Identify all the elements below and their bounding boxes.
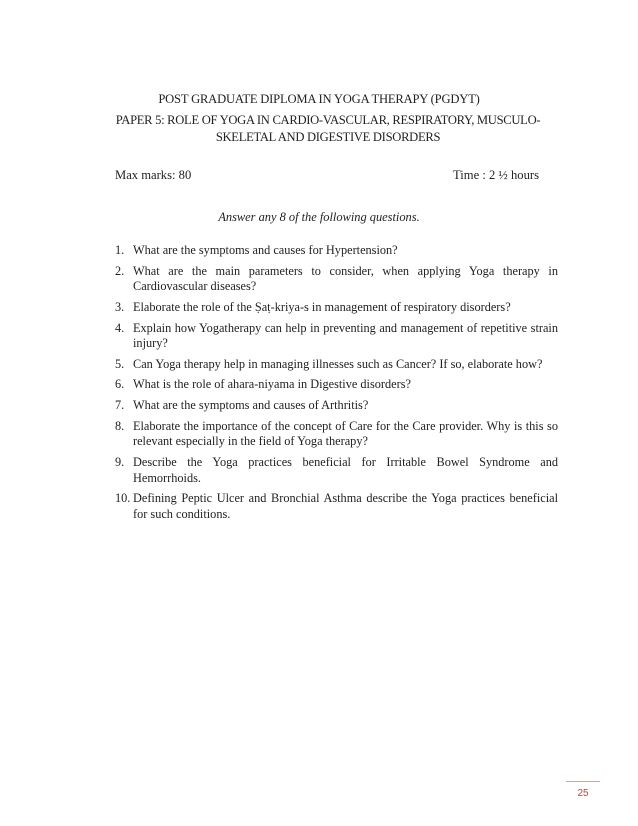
question-number: 4.	[115, 320, 125, 335]
question-number: 10.	[115, 491, 131, 506]
question-item	[115, 491, 558, 522]
question-number: 5.	[115, 356, 125, 371]
question-item	[115, 357, 558, 373]
question-text: What is the role of ahara-niyama in Digestive disorders?	[133, 377, 411, 392]
question-number: 2.	[115, 263, 125, 278]
max-marks: Max marks: 80	[115, 168, 192, 182]
question-text: Elaborate the importance of the concept of Care for the Care provider. Why is this so relevant especially in the field of Yoga therapy?	[133, 418, 558, 449]
question-item	[115, 455, 558, 486]
question-number: 9.	[115, 455, 125, 469]
question-text: What are the symptoms and causes for Hypertension?	[133, 243, 398, 257]
question-text: Describe the Yoga practices beneficial for Irritable Bowel Syndrome and Hemorrhoids.	[133, 455, 558, 485]
question-number: 7.	[115, 398, 125, 413]
question-item	[115, 264, 558, 295]
question-number: 6.	[115, 377, 125, 392]
question-number: 3.	[115, 299, 125, 314]
question-item	[115, 398, 558, 414]
footer-divider	[566, 781, 600, 782]
question-item	[115, 300, 558, 316]
paper-title: PAPER 5: ROLE OF YOGA IN CARDIO-VASCULAR, RESPIRATORY, MUSCULO-SKELETAL AND DIGESTIVE DISORDERS	[115, 113, 541, 144]
question-text: Can Yoga therapy help in managing illnesses such as Cancer? If so, elaborate how?	[133, 356, 543, 371]
question-item	[115, 243, 558, 259]
question-text: Explain how Yogatherapy can help in preventing and management of repetitive strain injury?	[133, 320, 558, 351]
question-item	[115, 419, 558, 450]
question-item	[115, 321, 558, 352]
exam-duration: Time : 2 ½ hours	[453, 168, 539, 182]
question-text: What are the main parameters to consider, when applying Yoga therapy in Cardiovascular diseases?	[133, 263, 558, 294]
document-title: POST GRADUATE DIPLOMA IN YOGA THERAPY (PGDYT)	[158, 92, 480, 106]
page-number: 25	[577, 788, 589, 799]
question-item	[115, 377, 558, 393]
question-text: Defining Peptic Ulcer and Bronchial Asthma describe the Yoga practices beneficial for such conditions.	[133, 491, 558, 521]
question-list	[115, 243, 558, 527]
question-text: Elaborate the role of the Ṣaṭ-kriya-s in management of respiratory disorders?	[133, 299, 511, 314]
question-number: 8.	[115, 418, 125, 433]
question-number: 1.	[115, 243, 125, 257]
exam-instruction: Answer any 8 of the following questions.	[218, 210, 420, 224]
question-text: What are the symptoms and causes of Arthritis?	[133, 398, 369, 413]
